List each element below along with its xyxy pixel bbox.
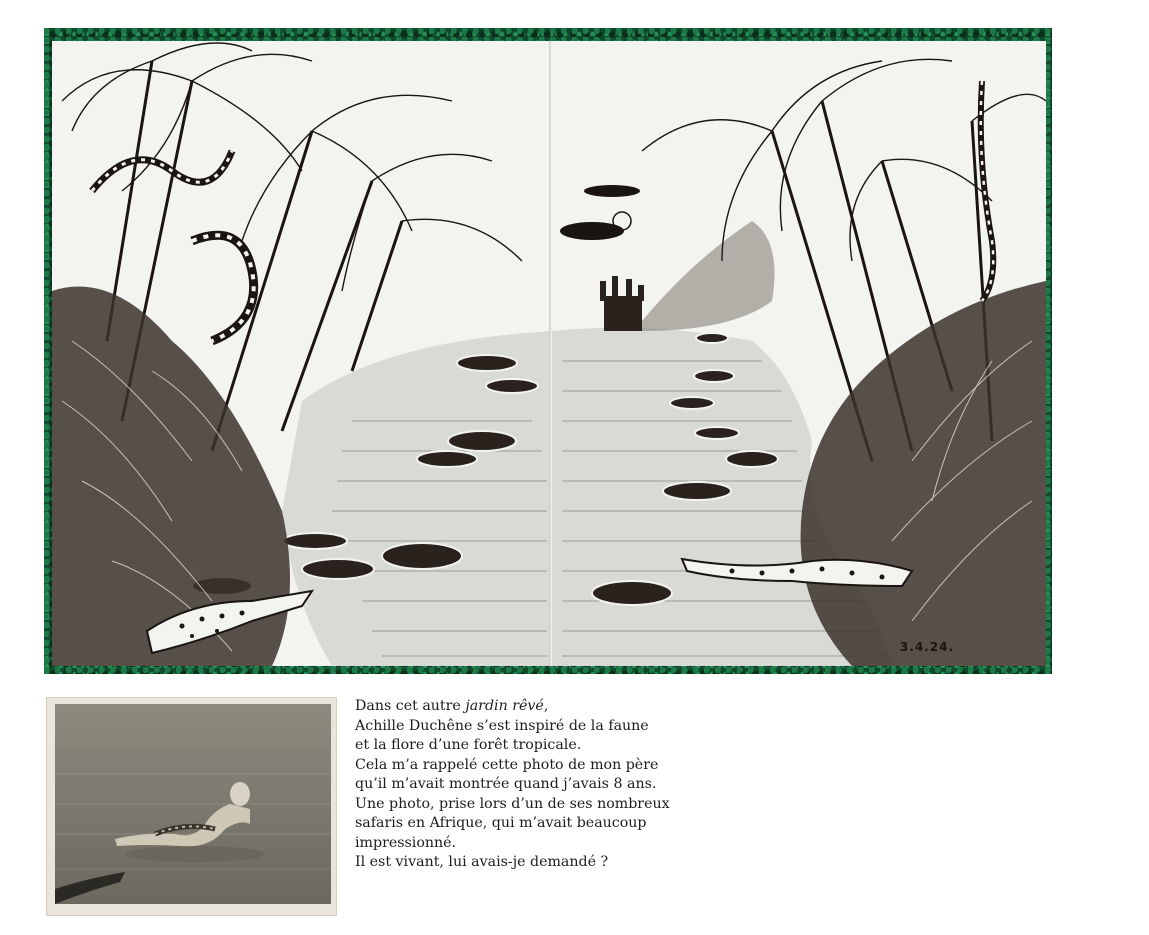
jungle-drawing-right xyxy=(552,41,1046,666)
caption-line-3: et la flore d’une forêt tropicale. xyxy=(355,737,582,753)
caption-line-4: Cela m’a rappelé cette photo de mon père xyxy=(355,756,659,773)
drawing-date-mark: 3.4.24. xyxy=(899,640,954,654)
caption-line-6: Une photo, prise lors d’un de ses nombreux xyxy=(355,795,670,812)
jungle-drawing-left xyxy=(52,41,552,666)
caption-line-1: Dans cet autre jardin rêvé, xyxy=(355,698,549,714)
drawing-left-page xyxy=(52,41,552,666)
caption-line-5: qu’il m’avait montrée quand j’avais 8 ans. xyxy=(355,776,657,792)
caption-text xyxy=(355,697,735,873)
sketchbook-spread xyxy=(44,28,1052,674)
caption-line-7: safaris en Afrique, qui m’avait beaucoup xyxy=(355,815,647,831)
vintage-photo xyxy=(46,697,337,916)
caption-line-9: Il est vivant, lui avais-je demandé ? xyxy=(355,854,609,870)
caption-line-8: impressionné. xyxy=(355,834,457,851)
drawing-right-page xyxy=(552,41,1046,666)
man-in-water-photo xyxy=(55,704,331,904)
photo-image xyxy=(55,704,331,904)
caption-line-2: Achille Duchêne s’est inspiré de la faune xyxy=(355,717,649,734)
